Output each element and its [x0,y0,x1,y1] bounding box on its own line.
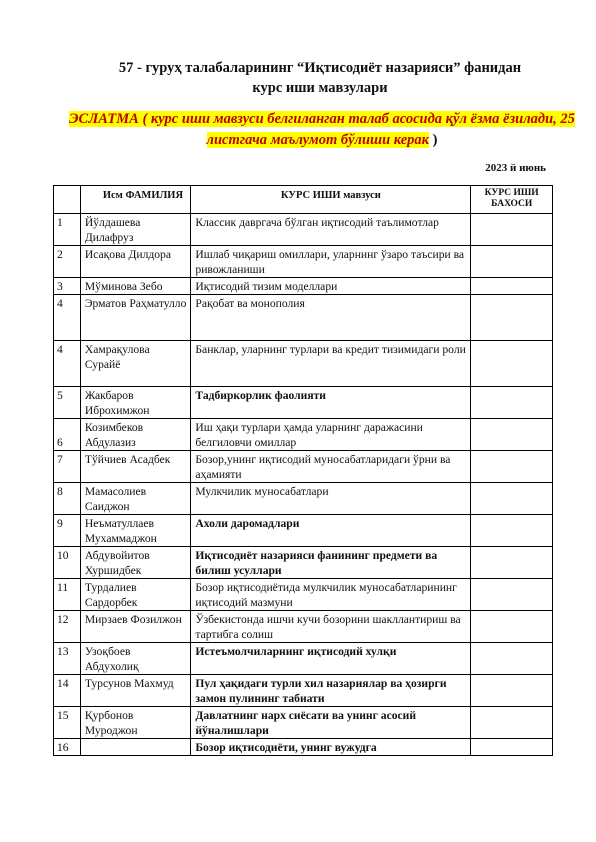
row-number: 15 [54,707,81,739]
row-number: 9 [54,515,81,547]
student-name: Абдувойитов Хуршидбек [80,547,191,579]
course-work-topic: Банклар, уларнинг турлари ва кредит тизимидаги роли [191,341,471,387]
course-work-grade [471,387,553,419]
student-name: Жакбаров Иброхимжон [80,387,191,419]
row-number: 8 [54,483,81,515]
student-name: Исақова Дилдора [80,246,191,278]
document-title [60,58,580,98]
student-name: Мўминова Зебо [80,278,191,295]
course-work-grade [471,295,553,341]
table-row [54,547,553,579]
table-row [54,278,553,295]
row-number: 4 [54,295,81,341]
table-row [54,341,553,387]
row-number: 14 [54,675,81,707]
course-work-topic: Ишлаб чиқариш омиллари, уларнинг ўзаро таъсири ва ривожланиши [191,246,471,278]
course-work-topic: Классик давргача бўлган иқтисодий таълимотлар [191,214,471,246]
student-name: Турсунов Махмуд [80,675,191,707]
course-work-grade [471,707,553,739]
row-number: 1 [54,214,81,246]
course-work-grade [471,611,553,643]
course-work-topic: Ўзбекистонда ишчи кучи бозорини шакллантириш ва тартибга солиш [191,611,471,643]
student-name: Хамрақулова Сурайё [80,341,191,387]
title-line-1: 57 - гуруҳ талабаларининг “Иқтисодиёт назарияси” фанидан [118,60,522,76]
row-number: 11 [54,579,81,611]
student-name: Қурбонов Муроджон [80,707,191,739]
student-name: Эрматов Раҳматулло [80,295,191,341]
table-row [54,579,553,611]
table-body [54,214,553,756]
header-number [54,186,81,214]
row-number: 7 [54,451,81,483]
table-row [54,643,553,675]
course-work-grade [471,214,553,246]
course-work-topic: Рақобат ва монополия [191,295,471,341]
course-work-grade [471,419,553,451]
student-name: Неъматуллаев Мухаммаджон [80,515,191,547]
note-closing-paren: ) [429,132,438,148]
document-date: 2023 й июнь [485,162,546,174]
table-row [54,295,553,341]
table-header-row [54,186,553,214]
table-row [54,246,553,278]
table-row [54,214,553,246]
student-name: Йўлдашева Дилафруз [80,214,191,246]
course-work-topic: Бозор,унинг иқтисодий муносабатларидаги ўрни ва аҳамияти [191,451,471,483]
table-row [54,387,553,419]
row-number: 16 [54,739,81,756]
course-work-grade [471,341,553,387]
course-work-topic: Пул ҳақидаги турли хил назариялар ва ҳозирги замон пулининг табиати [191,675,471,707]
student-name: Узоқбоев Абдухолиқ [80,643,191,675]
title-line-2: курс иши мавзулари [252,80,388,96]
course-work-topic: Иш ҳақи турлари ҳамда уларнинг даражасини белгиловчи омиллар [191,419,471,451]
row-number: 12 [54,611,81,643]
course-work-grade [471,515,553,547]
course-work-grade [471,483,553,515]
course-work-topic: Бозор иқтисодиёти, унинг вужудга [191,739,471,756]
student-name: Тўйчиев Асадбек [80,451,191,483]
row-number: 13 [54,643,81,675]
student-name: Мирзаев Фозилжон [80,611,191,643]
row-number: 4 [54,341,81,387]
header-grade: КУРС ИШИ БАХОСИ [471,186,553,214]
note-highlight-text: ЭСЛАТМА ( курс иши мавзуси белгиланган талаб асосида қўл ёзма ёзилади, 25 листгача маълумот бўлиши керак [69,111,575,148]
row-number: 10 [54,547,81,579]
table-row [54,707,553,739]
table-row [54,451,553,483]
row-number: 2 [54,246,81,278]
course-work-topic: Тадбиркорлик фаолияти [191,387,471,419]
student-name: Турдалиев Сардорбек [80,579,191,611]
note-block [62,109,582,151]
course-work-topic: Иқтисодиёт назарияси фанининг предмети ва билиш усуллари [191,547,471,579]
row-number: 5 [54,387,81,419]
header-name: Исм ФАМИЛИЯ [80,186,191,214]
course-work-grade [471,643,553,675]
table-row [54,739,553,756]
course-work-grade [471,246,553,278]
course-work-topic: Давлатнинг нарх сиёсати ва унинг асосий йўналишлари [191,707,471,739]
course-work-topic: Иқтисодий тизим моделлари [191,278,471,295]
course-work-topic: Бозор иқтисодиётида мулкчилик муносабатларининг иқтисодий мазмуни [191,579,471,611]
table-row [54,483,553,515]
header-topic: КУРС ИШИ мавзуси [191,186,471,214]
topics-table [53,185,553,756]
row-number: 6 [54,419,81,451]
course-work-grade [471,451,553,483]
table-row [54,611,553,643]
student-name: Мамасолиев Саиджон [80,483,191,515]
student-name: Козимбеков Абдулазиз [80,419,191,451]
course-work-grade [471,579,553,611]
course-work-topic: Мулкчилик муносабатлари [191,483,471,515]
student-name [80,739,191,756]
course-work-grade [471,547,553,579]
course-work-grade [471,278,553,295]
course-work-grade [471,675,553,707]
table-row [54,675,553,707]
course-work-topic: Ахоли даромадлари [191,515,471,547]
course-work-grade [471,739,553,756]
row-number: 3 [54,278,81,295]
table-row [54,515,553,547]
table-row [54,419,553,451]
course-work-topic: Истеъмолчиларнинг иқтисодий хулқи [191,643,471,675]
